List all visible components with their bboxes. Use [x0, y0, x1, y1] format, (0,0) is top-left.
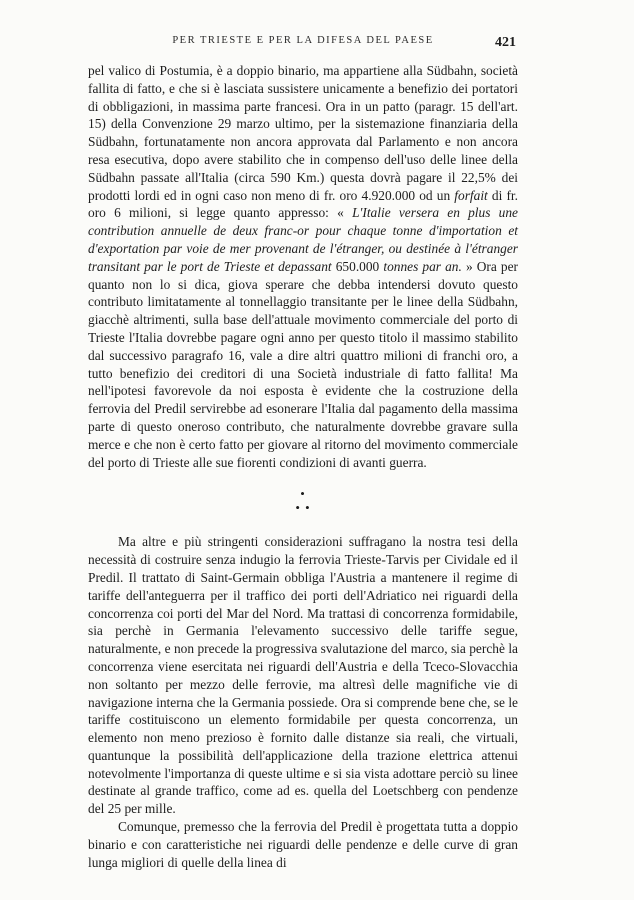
running-title: PER TRIESTE E PER LA DIFESA DEL PAESE [172, 35, 434, 46]
separator-bottom-dots: • • [295, 500, 311, 516]
section-separator [88, 487, 518, 515]
paragraph-1-quote: L'Italie versera en plus une contribution annuelle de deux franc-or pour chaque tonne d'importation et d'exportation par voie de mer provenant de l'étranger, ou destinée à l'étranger transitant par le port de Trieste et depassant [88, 205, 518, 274]
paragraph-1-text-c: 650.000 [331, 258, 384, 274]
page-body [88, 62, 518, 871]
page-number: 421 [495, 35, 516, 50]
paragraph-1-forfait: forfait [454, 187, 488, 203]
paragraph-1-quote-end: tonnes par an. [383, 258, 462, 274]
paragraph-1-text-a: pel valico di Postumia, è a doppio binario, ma appartiene alla Südbahn, società fallita di fatto, e che si è lasciata sussistere unicamente a benefizio dei portatori di obbligazioni, in massima parte francesi. Ora in un patto (paragr. 15 dell'art. 15) della Convenzione 29 marzo ultimo, per la sistemazione finanziaria della Südbahn, fortunatamente non ancora approvata dal Parlamento e non ancora resa esecutiva, dopo avere stabilito che in compenso dell'uso delle linee della Südbahn passate all'Italia (circa 590 Km.) questa dovrà pagare il 22,5% dei prodotti lordi ed in ogni caso non meno di fr. oro 4.920.000 od un [88, 63, 518, 203]
paragraph-1-text-b: di fr. oro 6 milioni, si legge quanto appresso: « [88, 187, 519, 221]
paragraph-1-text-d: » Ora per quanto non lo si dica, giova sperare che debba intendersi dovuto questo contributo limitatamente al tonnellaggio transitante per le linee della Südbahn, giacchè altrimenti, sulla base dell'attuale movimento commerciale del porto di Trieste l'Italia dovrebbe pagare ogni anno per questo titolo il massimo stabilito dal successivo paragrafo 16, vale a dire altri quattro milioni di franchi oro, a tutto benefizio dei creditori di una Società industriale di fatto fallita! Ma nell'ipotesi favorevole da noi esposta è evidente che la costruzione della ferrovia del Predil servirebbe ad esonerare l'Italia dal pagamento della massima parte di questo oneroso contributo, che naturalmente dovrebbe gravare sulla merce e che non è certo fatto per giovare al ritorno del movimento commerciale del porto di Trieste alle sue fiorenti condizioni di avanti guerra. [88, 258, 519, 470]
paragraph-1 [88, 62, 518, 471]
paragraph-2: Ma altre e più stringenti considerazioni suffragano la nostra tesi della necessità di costruire senza indugio la ferrovia Trieste-Tarvis per Cividale ed il Predil. Il trattato di Saint-Germain obbliga l'Austria a mantenere il regime di tariffe dell'anteguerra per il traffico dei porti dell'Adriatico nei riguardi della concorrenza coi porti del Mar del Nord. Ma trattasi di concorrenza formidabile, sia perchè in Germania l'elevamento successivo delle tariffe segue, naturalmente, e non precede la progressiva svalutazione del marco, sia perchè la concorrenza viene esercitata nei riguardi dell'Austria e della Tceco-Slovacchia non soltanto per mezzo delle ferrovie, ma altresì delle magnifiche vie di navigazione interna che la Germania possiede. Ora si comprende bene che, se le tariffe costituiscono un elemento formidabile per questa concorrenza, un elemento non meno prezioso è fornito dalle distanze sia reali, che virtuali, quantunque la possibilità dell'applicazione della trazione elettrica attenui notevolmente l'importanza di queste ultime e si sia vista adottare perciò su linee destinate al grande traffico, come ad es. quella del Loetschberg con pendenze del 25 per mille. [88, 534, 518, 817]
separator-top-dot: • [300, 486, 306, 502]
paragraph-3: Comunque, premesso che la ferrovia del Predil è progettata tutta a doppio binario e con caratteristiche nei riguardi delle pendenze e delle curve di gran lunga migliori di quelle della linea di [88, 819, 518, 870]
